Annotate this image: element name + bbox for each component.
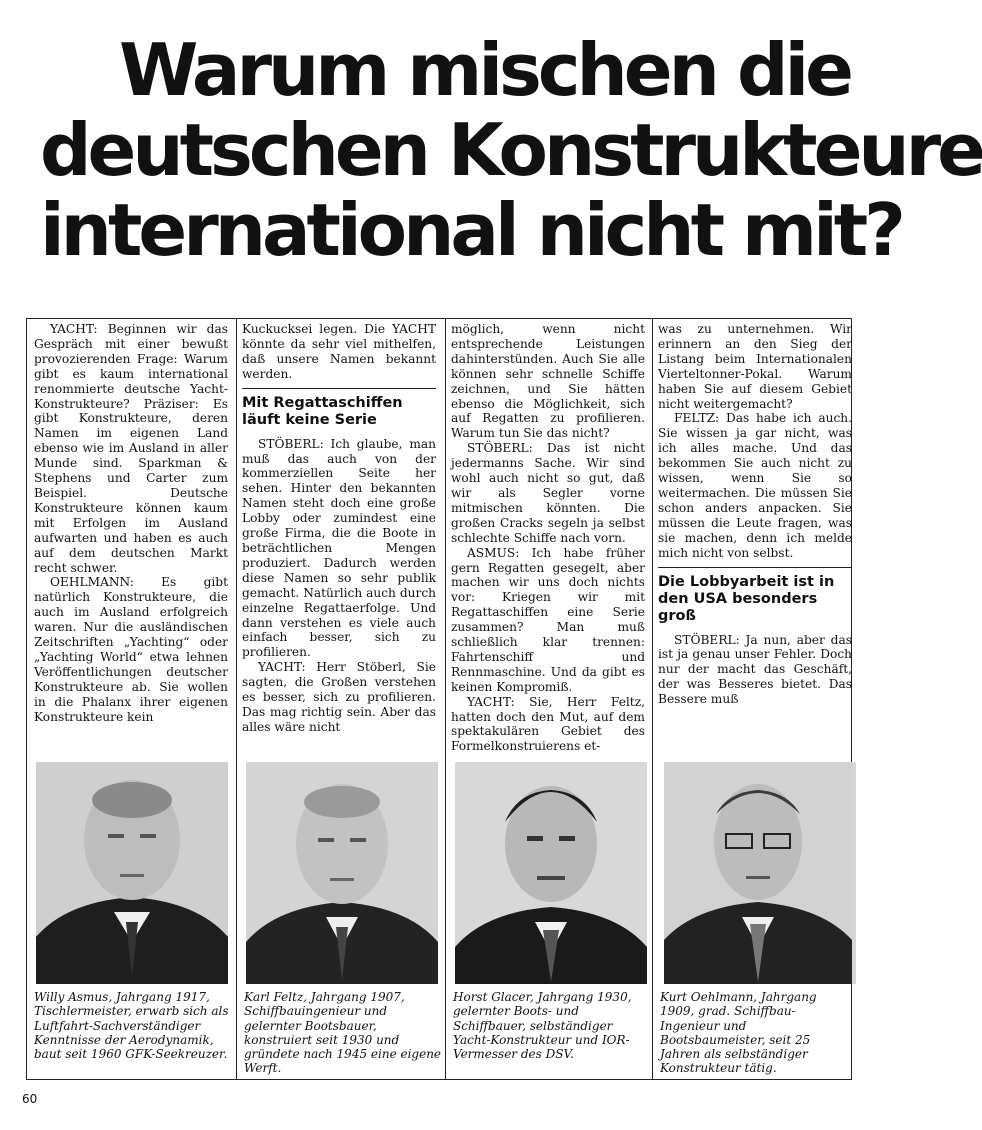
column-rule (445, 318, 446, 1080)
column-rule (236, 318, 237, 1080)
paragraph: möglich, wenn nicht entsprechende Leistungen dahinterstünden. Auch Sie alle können sehr schnelle Schiffe zeichnen, und Sie hätten ebenso die Möglichkeit, sich auf Regatten zu profilieren. Warum tun Sie das nicht? (451, 322, 645, 441)
subheading: Mit Regattaschiffen läuft keine Serie (242, 388, 436, 433)
article-column-1 (34, 322, 228, 724)
article-column-3 (451, 322, 645, 754)
headline-line-2: deutschen Konstrukteure (40, 108, 982, 192)
paragraph: ASMUS: Ich habe früher gern Regatten gesegelt, aber machen wir uns doch nichts vor: Kriegen wir mit Regattaschiffen eine Serie zusammen? Man muß schließlich klar trennen: Fahrtenschiff und Rennmaschine. Und da gibt es keinen Kompromiß. (451, 545, 645, 694)
column-rule (652, 318, 653, 1080)
headline-line-3: international nicht mit? (40, 188, 902, 272)
paragraph: FELTZ: Das habe ich auch. Sie wissen ja gar nicht, was ich alles mache. Und das bekommen Sie auch nicht zu wissen, wenn Sie so weitermachen. Die müssen Sie schon anders anpacken. Sie müssen die Leute fragen, was sie machen, denn ich melde mich nicht von selbst. (658, 411, 852, 560)
paragraph: Kuckucksei legen. Die YACHT könnte da sehr viel mithelfen, daß unsere Namen bekannt werden. (242, 322, 436, 381)
paragraph: YACHT: Sie, Herr Feltz, hatten doch den Mut, auf dem spektakulären Gebiet des Formelkonstruierens et- (451, 694, 645, 754)
article-column-4 (658, 322, 852, 707)
caption-glacer: Horst Glacer, Jahrgang 1930, gelernter Boots- und Schiffbauer, selbständiger Yacht-Konstrukteur und IOR-Vermesser des DSV. (453, 990, 632, 1062)
paragraph: STÖBERL: Das ist nicht jedermanns Sache. Wir sind wohl auch nicht so gut, daß wir als Segler vorne mitmischen könnten. Die großen Cracks segeln ja selbst schlechte Schiffe nach vorn. (451, 441, 645, 545)
paragraph: was zu unternehmen. Wir erinnern an den Sieg der Listang beim Internationalen Vierteltonner-Pokal. Warum haben Sie auf diesem Gebiet nicht weitergemacht? (658, 322, 852, 411)
portrait-photo-oehlmann (664, 762, 856, 984)
caption-asmus: Willy Asmus, Jahrgang 1917, Tischlermeister, erwarb sich als Luftfahrt-Sachverständiger Kenntnisse der Aerodynamik, baut seit 1960 GFK-Seekreuzer. (34, 990, 229, 1062)
subheading: Die Lobbyarbeit ist in den USA besonders groß (658, 567, 852, 629)
portrait-photo-feltz (246, 762, 438, 984)
paragraph: STÖBERL: Ich glaube, man muß das auch von der kommerziellen Seite her sehen. Hinter den bekannten Namen steht doch eine große Lobby oder zumindest eine große Firma, die die Boote in beträchtlichen Mengen produziert. Dadurch werden diese Namen so sehr publik gemacht. Natürlich auch durch einzelne Regattaerfolge. Und dann verstehen es viele auch einfach besser, sich zu profilieren. (242, 436, 436, 660)
portrait-photo-glacer (455, 762, 647, 984)
headline (40, 28, 982, 272)
caption-oehlmann: Kurt Oehlmann, Jahrgang 1909, grad. Schiffbau-Ingenieur und Bootsbaumeister, seit 25 Jahren als selbständiger Konstrukteur tätig. (660, 990, 817, 1076)
caption-feltz: Karl Feltz, Jahrgang 1907, Schiffbauingenieur und gelernter Bootsbauer, konstruiert seit 1930 und gründete nach 1945 eine eigene Werft. (244, 990, 442, 1076)
paragraph: OEHLMANN: Es gibt natürlich Konstrukteure, die auch im Ausland erfolgreich waren. Nur die ausländischen Zeitschriften „Yachting“ oder „Yachting World“ etwa lehnen Veröffentlichungen deutscher Konstrukteure ab. Sie wollen in die Phalanx ihrer eigenen Konstrukteure kein (34, 575, 228, 724)
page-number: 60 (22, 1092, 38, 1106)
headline-line-1: Warum mischen die (119, 28, 850, 112)
article-column-2 (242, 322, 436, 735)
paragraph: YACHT: Herr Stöberl, Sie sagten, die Großen verstehen es besser, sich zu profilieren. Das mag richtig sein. Aber das alles wäre nicht (242, 660, 436, 734)
paragraph: YACHT: Beginnen wir das Gespräch mit einer bewußt provozierenden Frage: Warum gibt es kaum international renommierte deutsche Yacht-Konstrukteure? Präziser: Es gibt Konstrukteure, deren Namen im eigenen Land ebenso wie im Ausland in aller Munde sind. Sparkman & Stephens und Carter zum Beispiel. Deutsche Konstrukteure können kaum mit Erfolgen im Ausland aufwarten und haben es auch auf dem deutschen Markt recht schwer. (34, 322, 228, 575)
paragraph: STÖBERL: Ja nun, aber das ist ja genau unser Fehler. Doch nur der macht das Geschäft, der was Besseres bietet. Das Bessere muß (658, 632, 852, 707)
portrait-photo-asmus (36, 762, 228, 984)
